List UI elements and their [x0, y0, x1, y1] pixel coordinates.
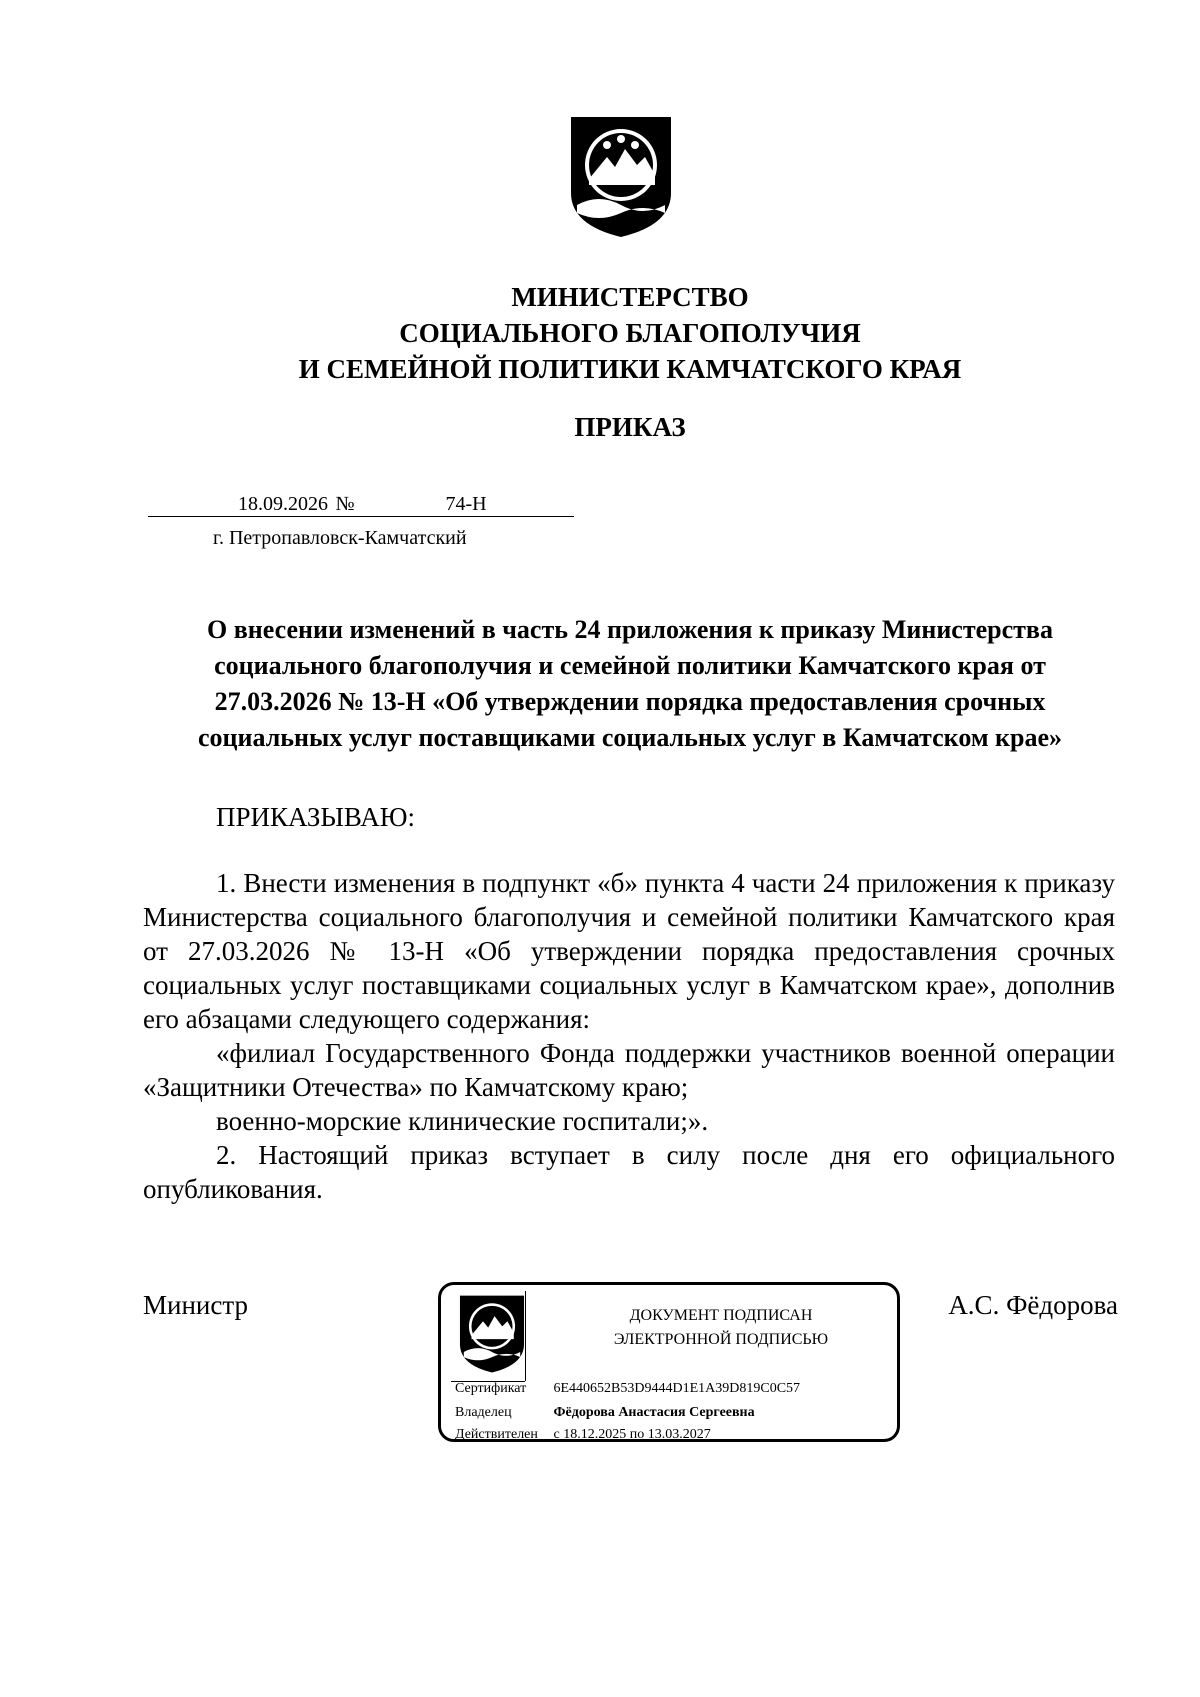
paragraph-1: 1. Внести изменения в подпункт «б» пункта 4 части 24 приложения к приказу Министерства социального благополучия и семейной политики Камчатского края от 27.03.2026 № 13-Н «Об утверждении порядка предоставления срочных социальных услуг поставщиками социальных услуг в Камчатском крае», дополнив его абзацами следующего содержания: — [143, 868, 1115, 1034]
ministry-name-line-3: И СЕМЕЙНОЙ ПОЛИТИКИ КАМЧАТСКОГО КРАЯ — [298, 354, 962, 384]
order-date: 18.09.2026 — [148, 493, 332, 517]
stamp-validity-row — [455, 1427, 711, 1443]
owner-label: Владелец — [455, 1405, 512, 1420]
stamp-coat-of-arms-icon — [457, 1293, 527, 1375]
number-sign: № — [332, 493, 358, 517]
paragraph-4: 2. Настоящий приказ вступает в силу после дня его официального опубликования. — [143, 1140, 1115, 1204]
ministry-name-line-1: МИНИСТЕРСТВО — [511, 282, 749, 312]
owner-value: Фёдорова Анастасия Сергеевна — [553, 1405, 755, 1420]
stamp-divider-vertical — [525, 1291, 526, 1381]
coat-of-arms-emblem — [567, 113, 675, 241]
issue-city: г. Петропавловск-Камчатский — [213, 527, 467, 549]
electronic-signature-stamp — [438, 1282, 900, 1442]
order-directive: ПРИКАЗЫВАЮ: — [216, 802, 415, 832]
subject-line-4: социальных услуг поставщиками социальных услуг в Камчатском крае» — [197, 723, 1063, 752]
ministry-name-line-2: СОЦИАЛЬНОГО БЛАГОПОЛУЧИЯ — [399, 318, 861, 348]
certificate-value: 6E440652B53D9444D1E1A39D819C0C57 — [553, 1381, 801, 1396]
signatory-name: А.С. Фёдорова — [948, 1290, 1118, 1320]
subject-line-3: 27.03.2026 № 13-Н «Об утверждении порядка предоставления срочных — [214, 687, 1046, 716]
subject-line-2: социального благополучия и семейной политики Камчатского края от — [214, 651, 1046, 680]
paragraph-3: военно-морские клинические госпитали;». — [216, 1106, 709, 1136]
stamp-title-line-2: ЭЛЕКТРОННОЙ ПОДПИСЬЮ — [613, 1331, 829, 1348]
validity-label: Действителен — [455, 1427, 538, 1442]
stamp-title-line-1: ДОКУМЕНТ ПОДПИСАН — [629, 1307, 813, 1324]
subject-line-1: О внесении изменений в часть 24 приложения к приказу Министерства — [207, 615, 1053, 644]
order-number: 74-Н — [358, 493, 574, 517]
stamp-owner-row — [455, 1405, 755, 1421]
certificate-label: Сертификат — [455, 1381, 527, 1396]
document-type-title: ПРИКАЗ — [574, 412, 686, 442]
paragraph-2: «филиал Государственного Фонда поддержки участников военной операции «Защитники Отечества» по Камчатскому краю; — [143, 1038, 1115, 1102]
stamp-certificate-row — [455, 1381, 800, 1397]
signatory-position: Министр — [143, 1290, 248, 1320]
validity-value: с 18.12.2025 по 13.03.2027 — [553, 1427, 711, 1442]
